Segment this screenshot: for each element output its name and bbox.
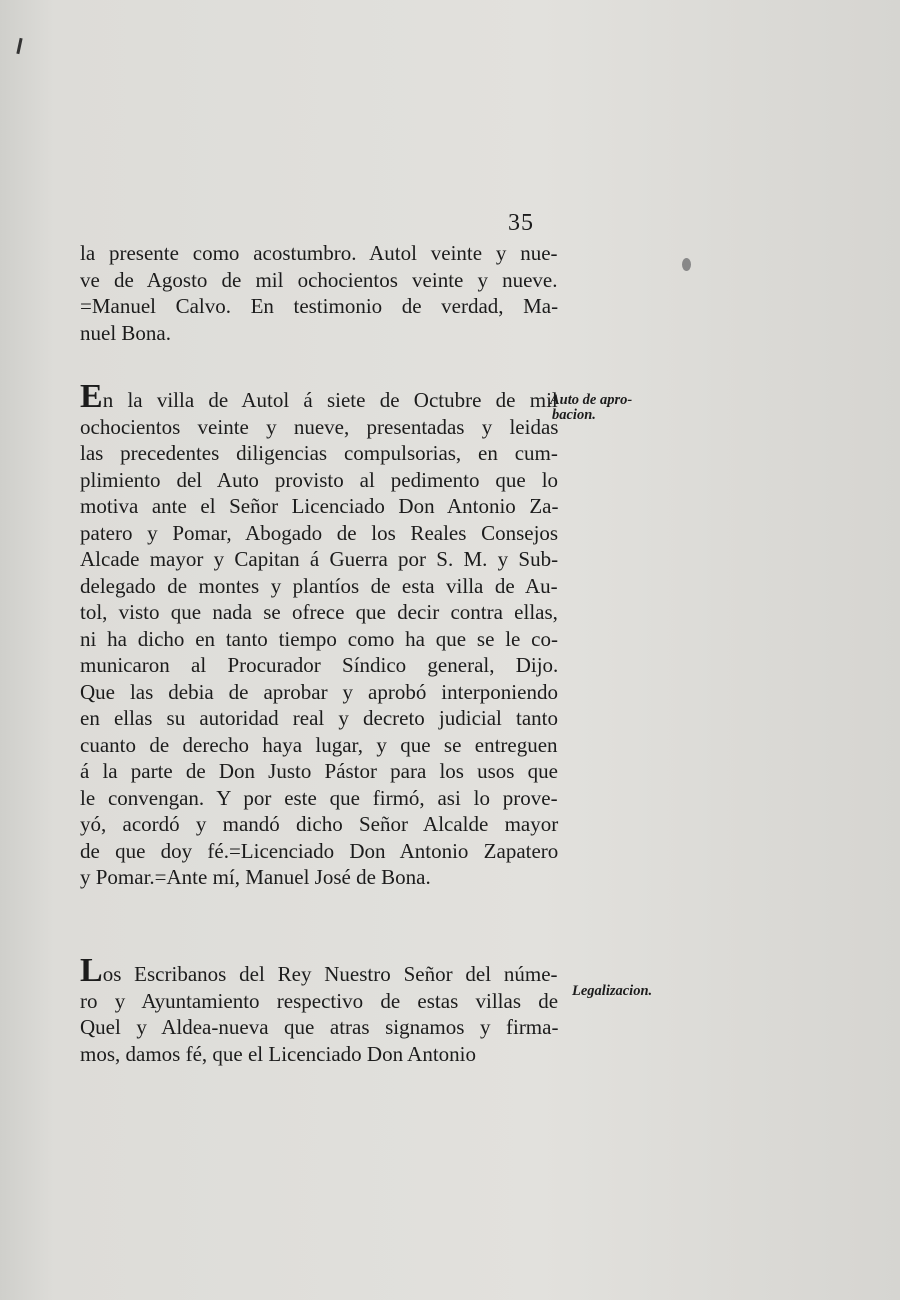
text-line: municaron al Procurador Síndico general, Dijo. xyxy=(80,653,559,677)
edge-mark xyxy=(16,38,22,54)
text-line: de que doy fé.=Licenciado Don Antonio Zapatero xyxy=(80,838,559,863)
text-line: la presente como acostumbro. Autol veinte y nue- xyxy=(80,241,558,265)
text-line: Quel y Aldea-nueva que atras signamos y firma- xyxy=(80,1015,559,1039)
ink-spot xyxy=(682,258,691,271)
drop-cap: L xyxy=(80,952,103,989)
text-line: á la parte de Don Justo Pástor para los usos que xyxy=(80,759,558,783)
text-line: tol, visto que nada se ofrece que decir contra ellas, xyxy=(80,600,558,624)
text-line: le convengan. Y por este que firmó, asi lo prove- xyxy=(80,785,558,810)
paragraph-2 xyxy=(80,378,559,891)
text-line: en ellas su autoridad real y decreto judicial tanto xyxy=(80,706,559,730)
text-line: ochocientos veinte y nueve, presentadas y leidas xyxy=(80,414,559,439)
text-line: ro y Ayuntamiento respectivo de estas villas de xyxy=(80,988,559,1013)
text-line: ni ha dicho en tanto tiempo como ha que se le co- xyxy=(80,626,558,651)
text-line: plimiento del Auto provisto al pedimento que lo xyxy=(80,467,559,492)
text-line: las precedentes diligencias compulsorias, en cum- xyxy=(80,441,558,465)
text-line: Que las debia de aprobar y aprobó interponiendo xyxy=(80,679,558,704)
text-line: =Manuel Calvo. En testimonio de verdad, Ma- xyxy=(80,294,559,318)
page-number: 35 xyxy=(508,210,534,236)
drop-cap: E xyxy=(80,378,103,415)
margin-note-line: bacion. xyxy=(552,407,596,423)
text-line: cuanto de derecho haya lugar, y que se entreguen xyxy=(80,732,558,757)
text-line: motiva ante el Señor Licenciado Don Antonio Za- xyxy=(80,494,559,518)
text-line: mos, damos fé, que el Licenciado Don Antonio xyxy=(80,1041,476,1066)
text-line: yó, acordó y mandó dicho Señor Alcalde mayor xyxy=(80,812,559,836)
text-line: Alcade mayor y Capitan á Guerra por S. M. y Sub- xyxy=(80,547,559,571)
text-line: y Pomar.=Ante mí, Manuel José de Bona. xyxy=(80,865,431,889)
first-line-text: n la villa de Autol á siete de Octubre de mil xyxy=(102,388,558,412)
text-line xyxy=(80,952,558,989)
margin-note-line: Auto de apro- xyxy=(550,392,633,408)
text-line: nuel Bona. xyxy=(80,320,171,345)
text-line: patero y Pomar, Abogado de los Reales Consejos xyxy=(80,520,559,545)
text-line xyxy=(80,378,558,415)
text-line: ve de Agosto de mil ochocientos veinte y nueve. xyxy=(80,267,558,292)
first-line-text: os Escribanos del Rey Nuestro Señor del núme- xyxy=(102,962,558,986)
paragraph-1 xyxy=(80,240,558,346)
text-line: delegado de montes y plantíos de esta villa de Au- xyxy=(80,573,558,598)
margin-note-approval xyxy=(550,393,660,423)
margin-note-legalization: Legalizacion. xyxy=(572,983,653,999)
paragraph-3 xyxy=(80,952,559,1067)
